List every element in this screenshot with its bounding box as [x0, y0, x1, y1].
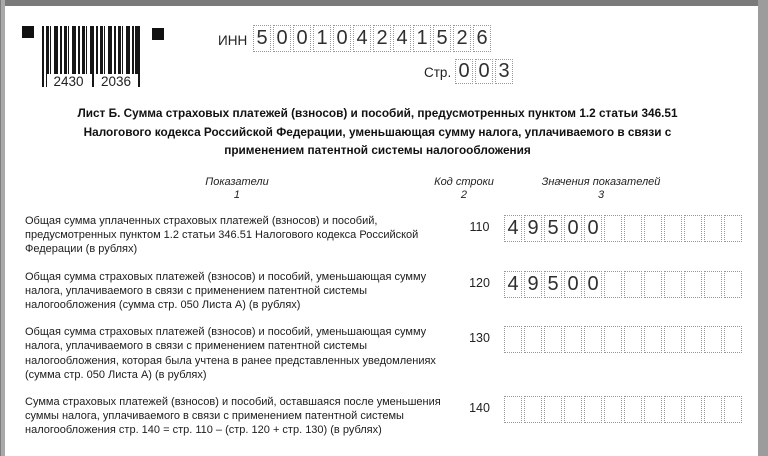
- digit-cell: [564, 326, 582, 353]
- digit-cell: [644, 396, 662, 423]
- digit-cell: [544, 396, 562, 423]
- digit-cell: [604, 326, 622, 353]
- digit-cell: [724, 215, 742, 242]
- digit-cell: 0: [293, 25, 311, 52]
- digit-cell: [524, 326, 542, 353]
- form-row: [25, 270, 750, 313]
- frame-right-edge: [758, 0, 768, 456]
- column-header-label: Показатели: [205, 176, 269, 188]
- barcode-bars: [42, 26, 140, 74]
- digit-cell: 4: [393, 25, 411, 52]
- digit-cell: [684, 396, 702, 423]
- digit-cell: 5: [433, 25, 451, 52]
- frame-top-edge: [0, 0, 768, 6]
- digit-cell: [704, 326, 722, 353]
- digit-cell: [664, 215, 682, 242]
- digit-cell: 0: [564, 215, 582, 242]
- digit-cell: [684, 271, 702, 298]
- digit-cell: 5: [544, 271, 562, 298]
- form-row: [25, 395, 750, 438]
- form-title-line: применением патентной системы налогообложения: [224, 143, 531, 157]
- digit-cell: [664, 326, 682, 353]
- column-header-label: Код строки: [434, 176, 494, 188]
- digit-cell: [684, 215, 702, 242]
- row-description: Общая сумма страховых платежей (взносов) и пособий, уменьшающая сумму налога, уплачиваемого в связи с применением патентной системы налогообложения, которая была учтена в ранее представленных уведомлениях (сумма стр. 050 Листа А) (в рублях): [25, 326, 436, 381]
- form-title-line: Лист Б. Сумма страховых платежей (взносов) и пособий, предусмотренных пунктом 1.2 статьи 346.51: [77, 106, 678, 120]
- digit-cell: [624, 271, 642, 298]
- form-rows: [25, 214, 750, 451]
- digit-cell: [704, 215, 722, 242]
- row-description: Общая сумма уплаченных страховых платежей (взносов) и пособий, предусмотренных пунктом 1.2 статьи 346.51 Налогового кодекса Российской Федерации (в рублях): [25, 215, 419, 256]
- digit-cell: [644, 271, 662, 298]
- column-header-number: 2: [460, 189, 468, 201]
- digit-cell: 1: [313, 25, 331, 52]
- inn-cells: [253, 25, 491, 52]
- inn-label: ИНН: [218, 33, 248, 48]
- digit-cell: [624, 215, 642, 242]
- form-row: [25, 325, 750, 382]
- form-title-line: Налогового кодекса Российской Федерации, уменьшающая сумму налога, уплачиваемого в связи с: [83, 124, 672, 139]
- digit-cell: 6: [473, 25, 491, 52]
- row-code: 130: [469, 331, 490, 346]
- digit-cell: 4: [504, 215, 522, 242]
- digit-cell: 9: [524, 271, 542, 298]
- row-code: 110: [469, 220, 490, 234]
- digit-cell: 4: [504, 271, 522, 298]
- form-title: [0, 104, 755, 160]
- row-description: Сумма страховых платежей (взносов) и пособий, оставшаяся после уменьшения суммы налога, уплачиваемого в связи с применением патентной системы налогообложения стр. 140 = стр. 110 – (стр. 120 + стр. 130) (в рублях): [25, 396, 441, 437]
- digit-cell: 5: [253, 25, 271, 52]
- digit-cell: 3: [495, 59, 513, 84]
- row-value-cells: [504, 396, 742, 423]
- digit-cell: [604, 396, 622, 423]
- digit-cell: [504, 396, 522, 423]
- digit-cell: [524, 396, 542, 423]
- digit-cell: 4: [353, 25, 371, 52]
- digit-cell: 0: [273, 25, 291, 52]
- digit-cell: [584, 326, 602, 353]
- row-value-cells: [504, 271, 742, 298]
- column-header-number: 1: [233, 189, 241, 201]
- digit-cell: [604, 215, 622, 242]
- digit-cell: [644, 215, 662, 242]
- barcode: [42, 26, 140, 89]
- column-header-line-code: [434, 176, 494, 202]
- digit-cell: 0: [333, 25, 351, 52]
- column-header-values: [542, 176, 661, 202]
- digit-cell: 0: [584, 271, 602, 298]
- digit-cell: [624, 326, 642, 353]
- row-value-cells: [504, 326, 742, 353]
- digit-cell: [644, 326, 662, 353]
- digit-cell: [684, 326, 702, 353]
- digit-cell: [724, 396, 742, 423]
- digit-cell: 2: [373, 25, 391, 52]
- page-number-label: Стр.: [424, 65, 452, 80]
- column-header-label: Значения показателей: [541, 176, 661, 188]
- digit-cell: [724, 271, 742, 298]
- digit-cell: [704, 271, 722, 298]
- digit-cell: 5: [544, 215, 562, 242]
- anchor-square-left: [22, 26, 34, 38]
- digit-cell: [724, 326, 742, 353]
- digit-cell: 1: [413, 25, 431, 52]
- row-code: 120: [469, 275, 490, 290]
- digit-cell: [544, 326, 562, 353]
- column-header-number: 3: [597, 189, 605, 201]
- digit-cell: 0: [475, 59, 493, 84]
- digit-cell: 9: [524, 215, 542, 242]
- digit-cell: 0: [584, 215, 602, 242]
- anchor-square-right: [152, 28, 164, 40]
- barcode-number-right: 2036: [94, 74, 138, 89]
- digit-cell: [664, 271, 682, 298]
- digit-cell: 0: [455, 59, 473, 84]
- digit-cell: [604, 271, 622, 298]
- column-header-indicators: [205, 176, 269, 202]
- row-value-cells: [504, 215, 742, 242]
- barcode-number-left: 2430: [47, 74, 90, 89]
- frame-left-edge: [0, 0, 5, 456]
- page-number-cells: [455, 59, 513, 84]
- digit-cell: [504, 326, 522, 353]
- digit-cell: [704, 396, 722, 423]
- row-code: 140: [469, 401, 490, 416]
- digit-cell: [664, 396, 682, 423]
- row-description: Общая сумма страховых платежей (взносов) и пособий, уменьшающая сумму налога, уплачиваемого в связи с применением патентной системы налогообложения (сумма стр. 050 Листа А) (в рублях): [25, 270, 427, 312]
- digit-cell: [624, 396, 642, 423]
- digit-cell: 2: [453, 25, 471, 52]
- digit-cell: [584, 396, 602, 423]
- form-row: [25, 214, 750, 257]
- digit-cell: [564, 396, 582, 423]
- digit-cell: 0: [564, 271, 582, 298]
